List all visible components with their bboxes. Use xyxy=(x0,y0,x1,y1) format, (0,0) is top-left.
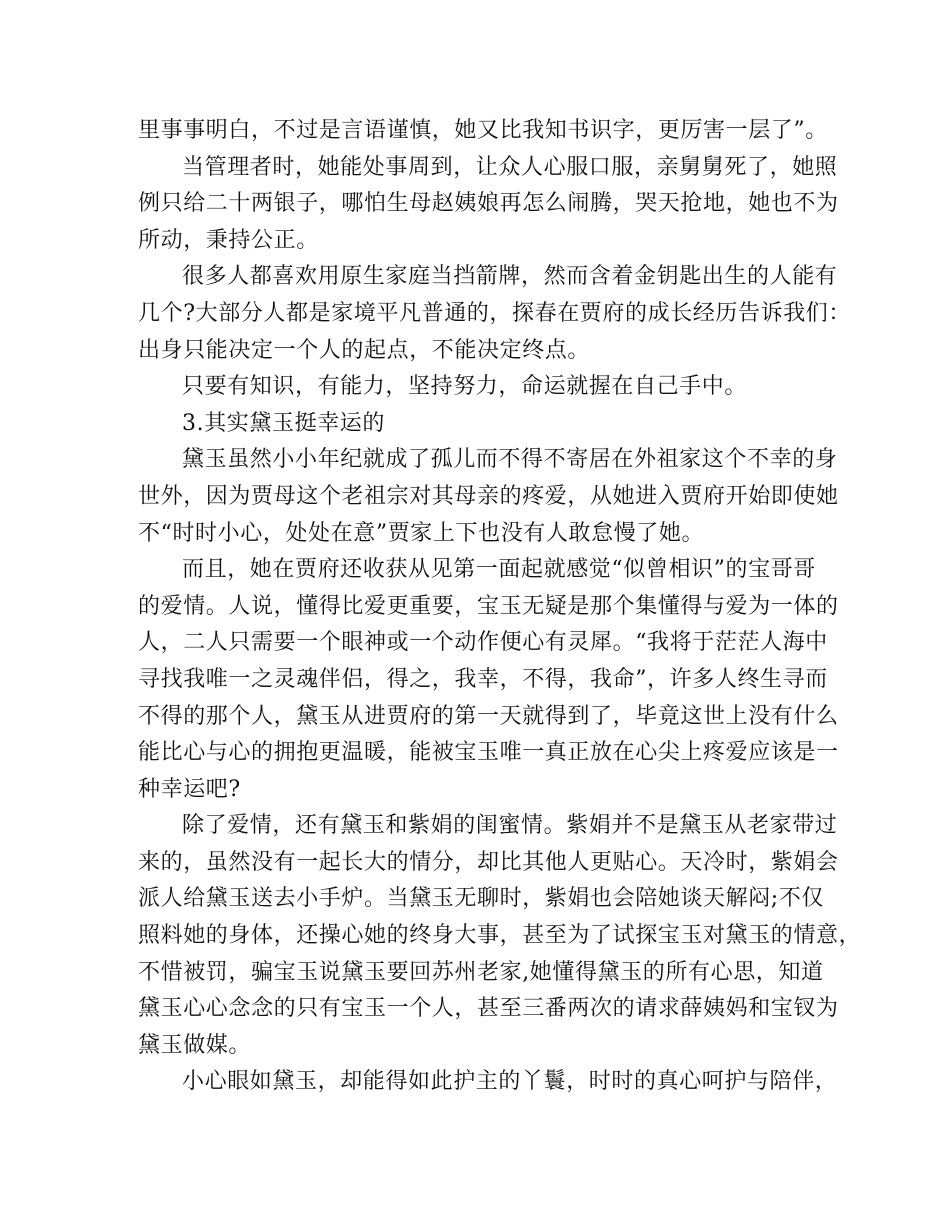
text-line: 种幸运吧? xyxy=(138,776,241,802)
text-line: 黛玉做媒。 xyxy=(138,1032,252,1058)
text-line: 除了爱情，还有黛玉和紫娟的闺蜜情。紫娟并不是黛玉从老家带过 xyxy=(182,813,838,839)
text-line: 寻找我唯一之灵魂伴侣，得之，我幸，不得，我命”，许多人终生寻而 xyxy=(138,666,828,692)
text-line: 派人给黛玉送去小手炉。当黛玉无聊时，紫娟也会陪她谈天解闷;不仅 xyxy=(138,886,825,912)
text-line: 只要有知识，有能力，坚持努力，命运就握在自己手中。 xyxy=(182,374,748,400)
text-line: 不“时时小心，处处在意”贾家上下也没有人敢怠慢了她。 xyxy=(138,520,705,546)
text-line: 照料她的身体，还操心她的终身大事，甚至为了试探宝玉对黛玉的情意， xyxy=(138,923,862,949)
text-line: 例只给二十两银子，哪怕生母赵姨娘再怎么闹腾，哭天抢地，她也不为 xyxy=(138,191,839,217)
text-line: 而且，她在贾府还收获从见第一面起就感觉“似曾相识”的宝哥哥 xyxy=(182,557,816,583)
document-body xyxy=(138,113,862,1101)
text-line: 能比心与心的拥抱更温暖，能被宝玉唯一真正放在心尖上疼爱应该是一 xyxy=(138,740,839,766)
text-line: 当管理者时，她能处事周到，让众人心服口服，亲舅舅死了，她照 xyxy=(182,154,838,180)
text-line: 的爱情。人说，懂得比爱更重要，宝玉无疑是那个集懂得与爱为一体的 xyxy=(138,593,839,619)
text-line: 出身只能决定一个人的起点，不能决定终点。 xyxy=(138,337,591,363)
text-line: 黛玉虽然小小年纪就成了孤儿而不得不寄居在外祖家这个不幸的身 xyxy=(182,447,838,473)
text-line: 所动，秉持公正。 xyxy=(138,227,319,253)
text-line: 世外，因为贾母这个老祖宗对其母亲的疼爱，从她进入贾府开始即使她 xyxy=(138,483,839,509)
text-line: 不得的那个人，黛玉从进贾府的第一天就得到了，毕竟这世上没有什么 xyxy=(138,703,839,729)
text-line: 很多人都喜欢用原生家庭当挡箭牌，然而含着金钥匙出生的人能有 xyxy=(182,264,838,290)
text-line: 3.其实黛玉挺幸运的 xyxy=(182,410,385,436)
text-line: 小心眼如黛玉，却能得如此护主的丫鬟，时时的真心呵护与陪伴， xyxy=(182,1069,838,1095)
text-line: 不惜被罚，骗宝玉说黛玉要回苏州老家,她懂得黛玉的所有心思，知道 xyxy=(138,959,824,985)
text-line: 几个?大部分人都是家境平凡普通的，探春在贾府的成长经历告诉我们： xyxy=(138,300,851,326)
text-line: 人，二人只需要一个眼神或一个动作便心有灵犀。“我将于茫茫人海中 xyxy=(138,630,828,656)
text-line: 黛玉心心念念的只有宝玉一个人，甚至三番两次的请求薛姨妈和宝钗为 xyxy=(138,996,839,1022)
text-line: 里事事明白，不过是言语谨慎，她又比我知书识字，更厉害一层了”。 xyxy=(138,118,828,143)
text-line: 来的，虽然没有一起长大的情分，却比其他人更贴心。天冷时，紫娟会 xyxy=(138,849,839,875)
